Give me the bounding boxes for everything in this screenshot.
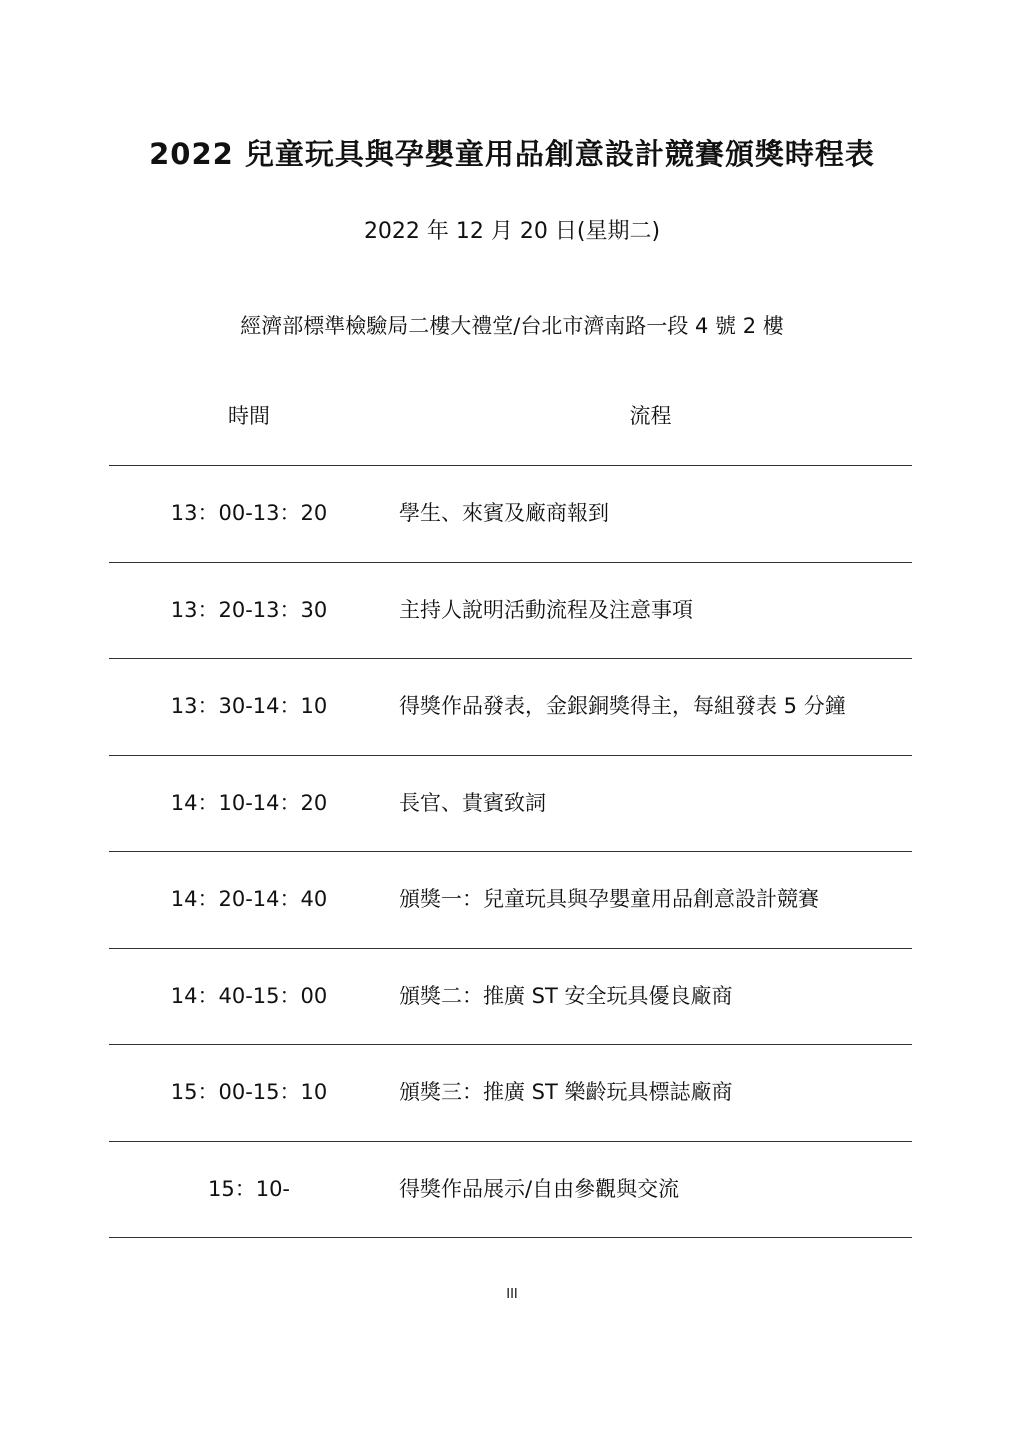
row-desc: 得獎作品展示/自由參觀與交流 <box>399 1176 680 1201</box>
table-row <box>109 949 912 1046</box>
table-row <box>109 659 912 756</box>
table-row <box>109 466 912 563</box>
row-time: 13：00-13：20 <box>170 501 328 525</box>
table-row <box>109 756 912 853</box>
row-desc: 得獎作品發表，金銀銅獎得主，每組發表 5 分鐘 <box>399 694 846 718</box>
row-desc: 頒獎三：推廣 ST 樂齡玩具標誌廠商 <box>399 1080 733 1104</box>
schedule-table <box>109 465 912 1238</box>
row-time: 15：10- <box>207 1176 291 1201</box>
row-time: 14：10-14：20 <box>170 790 328 815</box>
row-desc: 學生、來賓及廠商報到 <box>399 501 609 525</box>
row-desc: 頒獎一：兒童玩具與孕嬰童用品創意設計競賽 <box>399 887 819 911</box>
row-time: 15：00-15：10 <box>170 1080 328 1104</box>
row-time: 14：40-15：00 <box>170 983 328 1008</box>
row-desc: 頒獎二：推廣 ST 安全玩具優良廠商 <box>399 983 733 1008</box>
table-row <box>109 1045 912 1142</box>
table-row <box>109 852 912 949</box>
header-flow: 流程 <box>629 404 672 428</box>
row-desc: 長官、貴賓致詞 <box>399 790 546 815</box>
event-date: 2022 年 12 月 20 日(星期二) <box>363 219 661 244</box>
table-row <box>109 1142 912 1239</box>
row-time: 14：20-14：40 <box>170 887 328 911</box>
event-venue: 經濟部標準檢驗局二樓大禮堂/台北市濟南路一段 4 號 2 樓 <box>240 314 784 338</box>
row-time: 13：20-13：30 <box>170 597 328 622</box>
row-desc: 主持人說明活動流程及注意事項 <box>399 597 693 622</box>
schedule-header <box>109 400 912 434</box>
page-number: III <box>506 1287 518 1302</box>
table-row <box>109 563 912 660</box>
header-time: 時間 <box>228 404 270 428</box>
row-time: 13：30-14：10 <box>170 694 328 718</box>
document-title: 2022 兒童玩具與孕嬰童用品創意設計競賽頒獎時程表 <box>149 137 875 171</box>
